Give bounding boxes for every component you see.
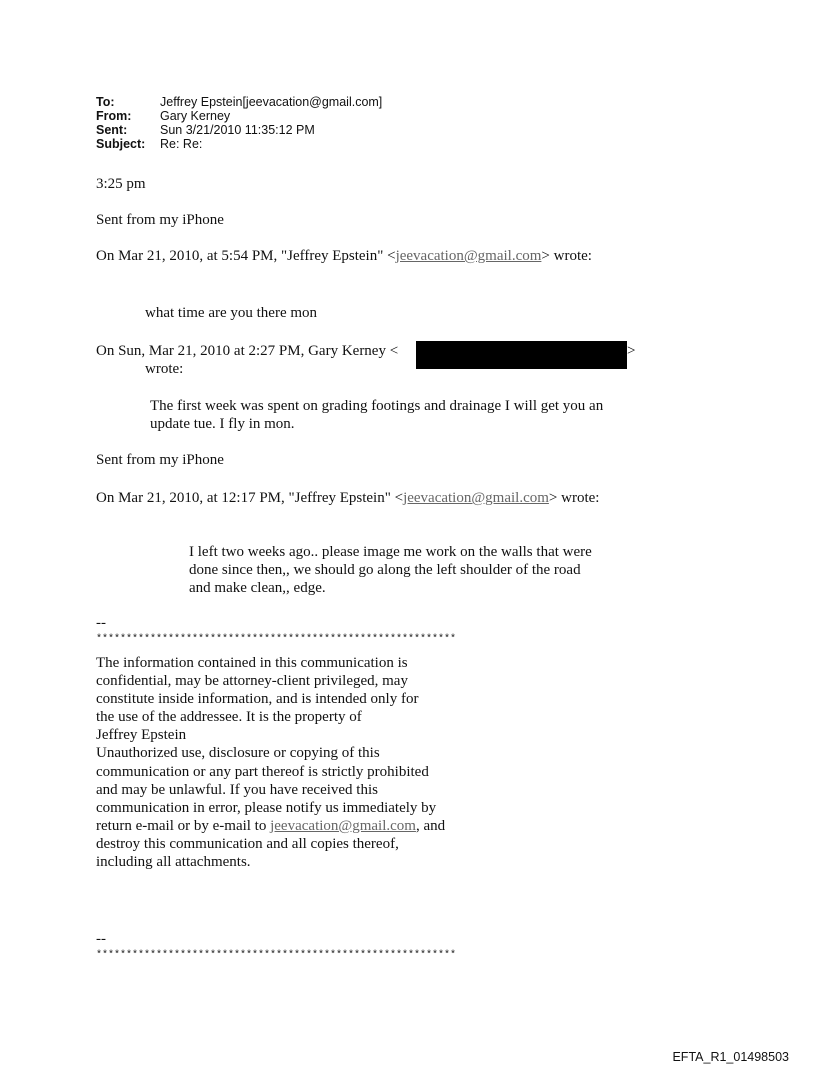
to-row <box>96 95 382 109</box>
disclaimer-line: Unauthorized use, disclosure or copying of this <box>96 745 380 762</box>
sent-row <box>96 123 382 137</box>
quote-header-1 <box>96 247 592 265</box>
message-1: what time are you there mon <box>145 305 318 321</box>
iphone-signature-2: Sent from my iPhone <box>96 452 224 468</box>
to-label: To: <box>96 95 115 109</box>
subject-label: Subject: <box>96 137 146 151</box>
email-header <box>96 95 382 151</box>
disclaimer-line: confidential, may be attorney-client privileged, may <box>96 673 408 690</box>
confidentiality-disclaimer <box>96 654 445 871</box>
disclaimer-line: and may be unlawful. If you have received this <box>96 781 378 798</box>
disclaimer-line: The information contained in this communication is <box>96 655 408 671</box>
disclaimer-line: constitute inside information, and is intended only for <box>96 691 419 708</box>
from-row <box>96 109 382 123</box>
disclaimer-line-10-pre: return e-mail or by e-mail to <box>96 817 271 834</box>
iphone-signature-1: Sent from my iPhone <box>96 212 224 228</box>
disclaimer-line: the use of the addressee. It is the property of <box>96 709 362 726</box>
quote-header-3-post: > wrote: <box>548 490 600 506</box>
message-3-line-2: done since then,, we should go along the left shoulder of the road <box>189 562 581 578</box>
footer-dash: -- <box>96 931 106 947</box>
quote-header-3 <box>96 489 599 507</box>
subject-value: Re: Re: <box>160 137 203 151</box>
quote-header-1-email-link[interactable]: jeevacation@gmail.com <box>395 248 542 264</box>
quote-header-3-pre: On Mar 21, 2010, at 12:17 PM, "Jeffrey Epstein" < <box>96 490 404 506</box>
message-2-line-2: update tue. I fly in mon. <box>150 416 295 432</box>
footer-stars: ************************************************************ <box>96 950 457 961</box>
disclaimer-line: destroy this communication and all copies thereof, <box>96 835 399 852</box>
disclaimer-email-link[interactable]: jeevacation@gmail.com <box>270 817 416 834</box>
subject-row <box>96 137 382 151</box>
quote-header-1-pre: On Mar 21, 2010, at 5:54 PM, "Jeffrey Epstein" < <box>96 248 396 264</box>
sent-value: Sun 3/21/2010 11:35:12 PM <box>160 123 315 137</box>
quote-header-1-post: > wrote: <box>541 248 592 264</box>
disclaimer-line: Jeffrey Epstein <box>96 727 187 744</box>
from-value: Gary Kerney <box>160 109 231 123</box>
disclaimer-stars: ************************************************************ <box>96 634 457 645</box>
disclaimer-line <box>96 817 445 835</box>
to-value: Jeffrey Epstein[jeevacation@gmail.com] <box>160 95 383 109</box>
message-3-line-3: and make clean,, edge. <box>189 580 326 596</box>
quote-header-3-email-link[interactable]: jeevacation@gmail.com <box>403 490 549 506</box>
document-id: EFTA_R1_01498503 <box>672 1050 789 1064</box>
redaction-box <box>416 341 627 369</box>
message-2-line-1: The first week was spent on grading footings and drainage I will get you an <box>150 398 604 414</box>
disclaimer-line: including all attachments. <box>96 854 251 871</box>
from-label: From: <box>96 109 132 123</box>
quote-header-2-close: > <box>627 343 636 359</box>
quote-header-2-wrote: wrote: <box>145 361 184 377</box>
quote-header-2-pre: On Sun, Mar 21, 2010 at 2:27 PM, Gary Kerney < <box>96 343 399 359</box>
sent-label: Sent: <box>96 123 128 137</box>
disclaimer-dash: -- <box>96 615 106 631</box>
disclaimer-line: communication in error, please notify us immediately by <box>96 799 437 816</box>
reply-text: 3:25 pm <box>96 176 146 192</box>
message-3-line-1: I left two weeks ago.. please image me work on the walls that were <box>189 544 592 560</box>
disclaimer-line-10-post: , and <box>415 817 446 834</box>
disclaimer-line: communication or any part thereof is strictly prohibited <box>96 763 429 780</box>
quote-header-2 <box>96 342 398 360</box>
